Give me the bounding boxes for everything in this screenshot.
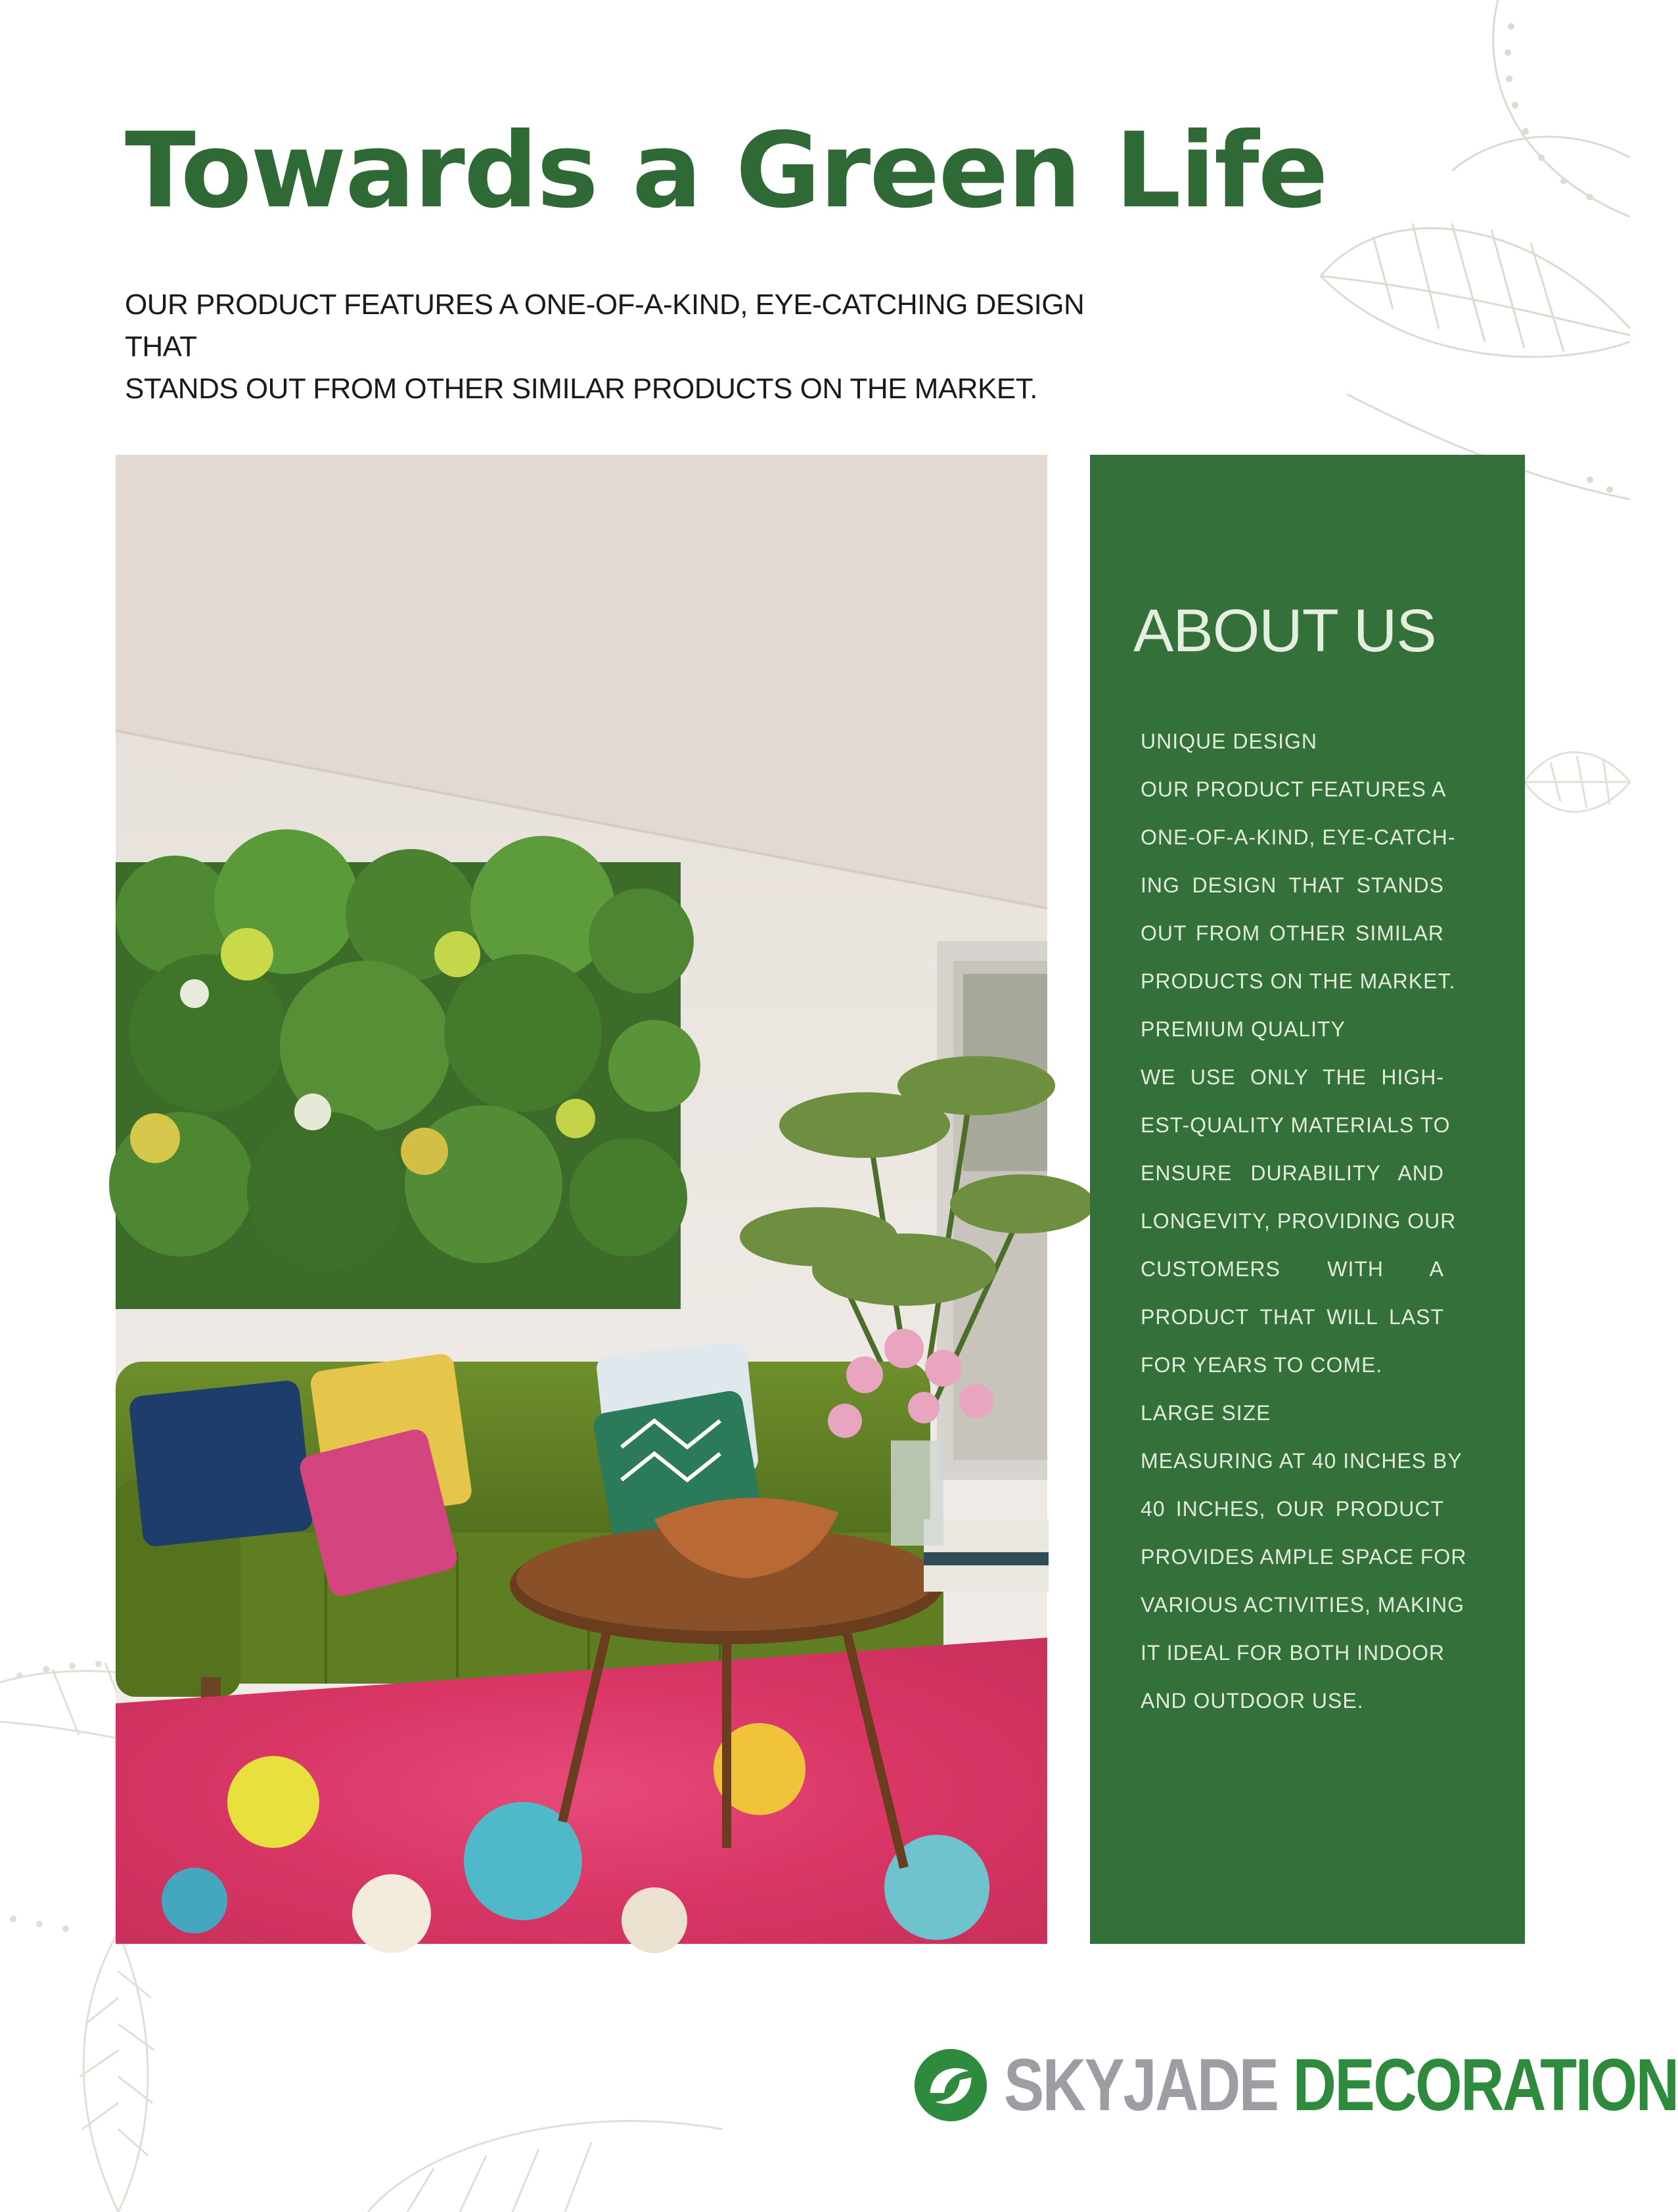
about-us-line: MEASURING AT 40 INCHES BY bbox=[1141, 1449, 1463, 1473]
about-us-heading: ABOUT US bbox=[1133, 597, 1436, 664]
about-us-line: PROVIDES AMPLE SPACE FOR bbox=[1141, 1545, 1467, 1569]
about-us-panel bbox=[1090, 455, 1525, 1944]
page-title: Towards a Green Life bbox=[125, 110, 1327, 231]
about-us-line: LARGE SIZE bbox=[1141, 1401, 1271, 1425]
brand-logo-wordmark bbox=[1004, 2042, 1678, 2128]
subtitle-line: STANDS OUT FROM OTHER SIMILAR PRODUCTS ON THE MARKET. bbox=[125, 373, 1037, 405]
brand-logo-part1: SKYJADE bbox=[1004, 2044, 1278, 2126]
about-us-text bbox=[1141, 718, 1467, 1725]
page-subtitle bbox=[125, 284, 1163, 410]
about-us-line: UNIQUE DESIGN bbox=[1141, 729, 1318, 753]
about-us-line: OUR PRODUCT FEATURES A bbox=[1141, 777, 1447, 801]
about-us-line: VARIOUS ACTIVITIES, MAKING bbox=[1141, 1593, 1465, 1617]
about-us-line: PRODUCT THAT WILL LAST bbox=[1141, 1305, 1444, 1329]
about-us-line: CUSTOMERS WITH A bbox=[1141, 1257, 1444, 1281]
about-us-line: EST-QUALITY MATERIALS TO bbox=[1141, 1113, 1451, 1137]
about-us-line: 40 INCHES, OUR PRODUCT bbox=[1141, 1497, 1444, 1521]
about-us-line: ONE-OF-A-KIND, EYE-CATCH- bbox=[1141, 825, 1456, 849]
about-us-line: FOR YEARS TO COME. bbox=[1141, 1353, 1383, 1377]
about-us-line: IT IDEAL FOR BOTH INDOOR bbox=[1141, 1641, 1445, 1665]
about-us-line: WE USE ONLY THE HIGH- bbox=[1141, 1065, 1444, 1089]
leaf-decoration-right-middle bbox=[1524, 710, 1630, 854]
about-us-line: OUT FROM OTHER SIMILAR bbox=[1141, 921, 1444, 945]
about-us-line: AND OUTDOOR USE. bbox=[1141, 1689, 1364, 1713]
about-us-line: ING DESIGN THAT STANDS bbox=[1141, 873, 1444, 897]
brand-logo-icon bbox=[912, 2046, 989, 2124]
about-us-line: LONGEVITY, PROVIDING OUR bbox=[1141, 1209, 1457, 1233]
brand-logo-part2: DECORATION bbox=[1292, 2044, 1678, 2126]
about-us-line: PRODUCTS ON THE MARKET. bbox=[1141, 969, 1456, 993]
about-us-line: ENSURE DURABILITY AND bbox=[1141, 1161, 1444, 1185]
living-room-photo bbox=[116, 455, 1047, 1944]
subtitle-line: OUR PRODUCT FEATURES A ONE-OF-A-KIND, EYE-CATCHING DESIGN THAT bbox=[125, 288, 1085, 363]
about-us-line: PREMIUM QUALITY bbox=[1141, 1017, 1346, 1041]
brand-logo bbox=[912, 2042, 1678, 2128]
